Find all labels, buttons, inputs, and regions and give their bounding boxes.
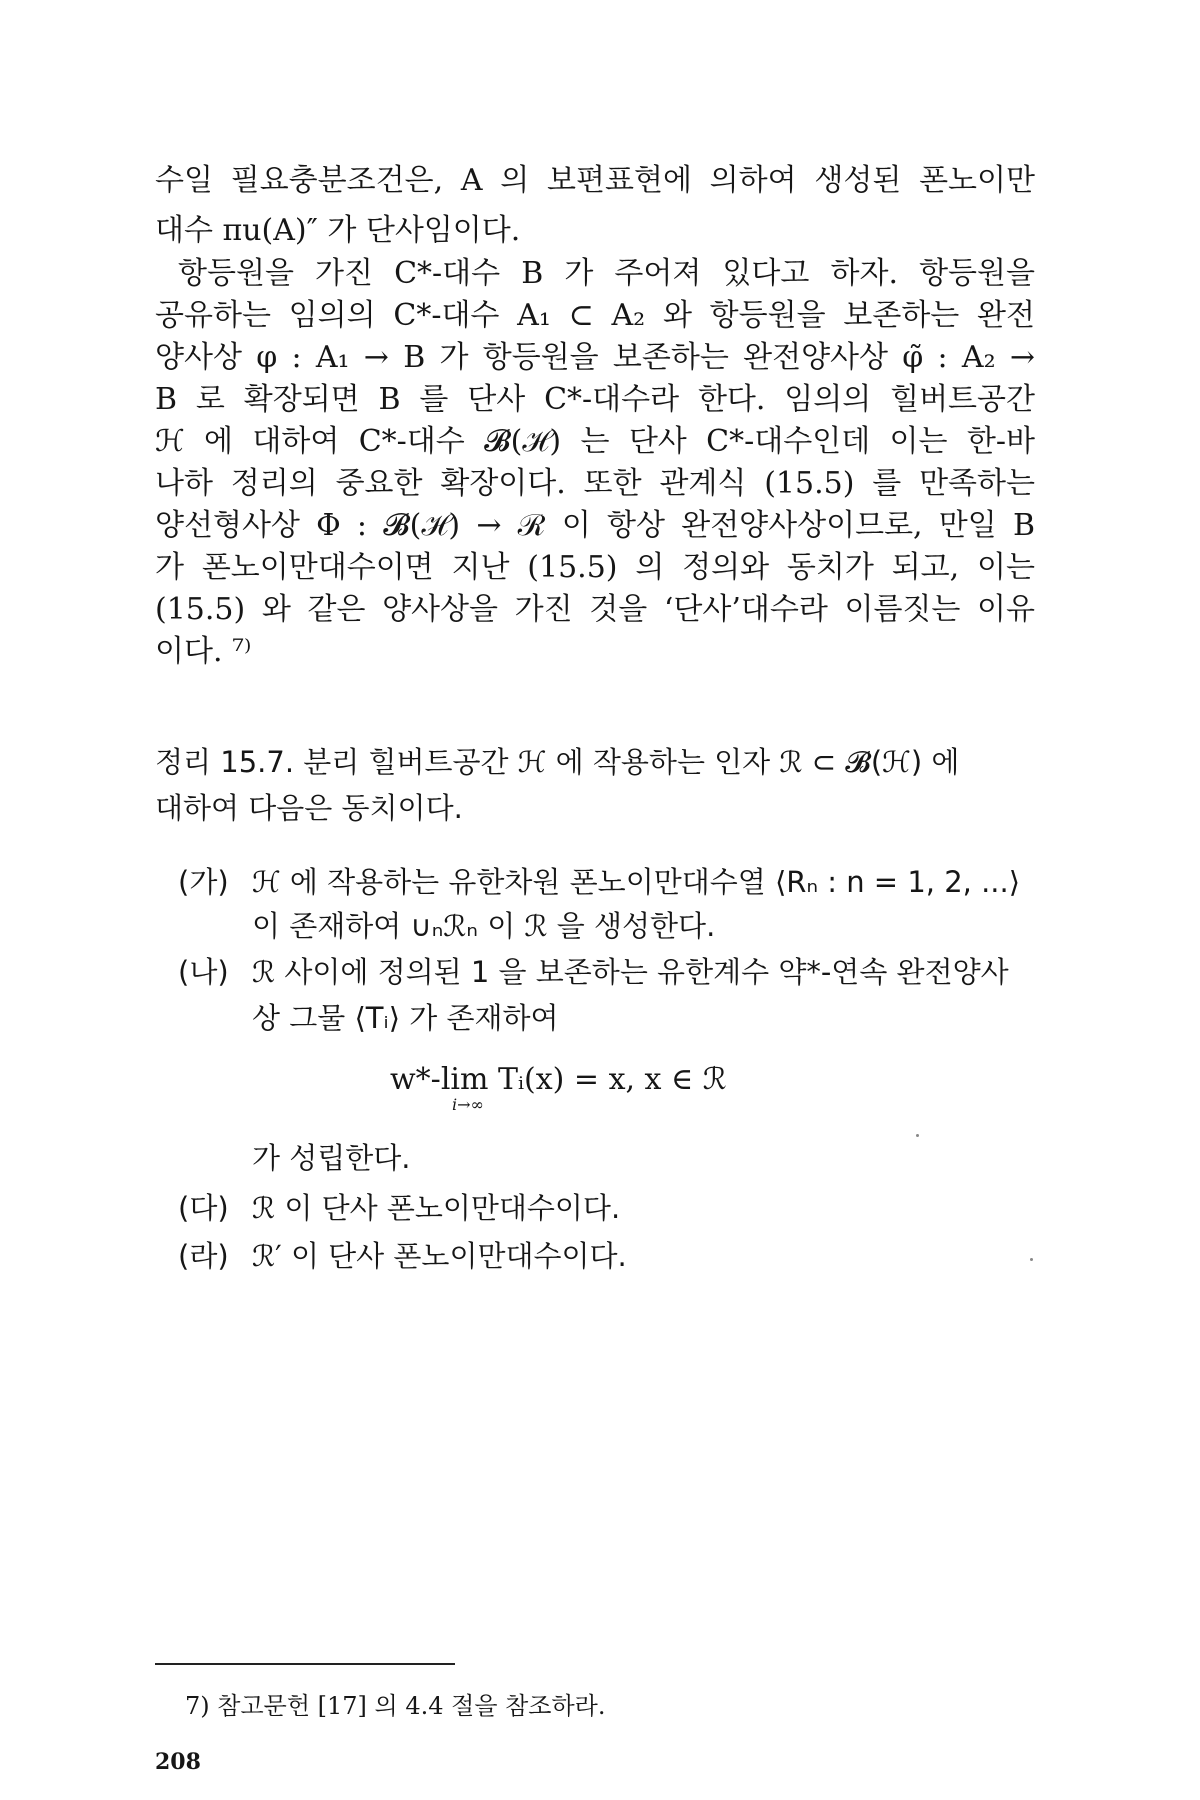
formula-limit-subscript: i→∞ bbox=[452, 1095, 484, 1114]
paragraph-2-line-7: 양선형사상 Φ : 𝓑(ℋ) → ℛ 이 항상 완전양사상이므로, 만일 B bbox=[155, 508, 1035, 543]
theorem-item-da-marker: (다) bbox=[178, 1191, 229, 1225]
paragraph-2-line-9: (15.5) 와 같은 양사상을 가진 것을 ‘단사’대수라 이름짓는 이유 bbox=[155, 592, 1035, 627]
footnote-7: 7) 참고문헌 [17] 의 4.4 절을 참조하라. bbox=[185, 1692, 606, 1720]
paragraph-2-line-3: 양사상 φ : A₁ → B 가 항등원을 보존하는 완전양사상 φ̃ : A₂ → bbox=[155, 340, 1035, 375]
theorem-item-na-line-2: 상 그물 ⟨Tᵢ⟩ 가 존재하여 bbox=[252, 1001, 559, 1035]
theorem-item-ga-line-2: 이 존재하여 ∪ₙℛₙ 이 ℛ 을 생성한다. bbox=[252, 909, 716, 943]
formula-main: w*-lim Tᵢ(x) = x, x ∈ ℛ bbox=[390, 1062, 727, 1097]
paragraph-1-line-2: 대수 πu(A)″ 가 단사임이다. bbox=[155, 213, 521, 248]
page-number: 208 bbox=[155, 1749, 201, 1775]
theorem-item-da-line-1: ℛ 이 단사 폰노이만대수이다. bbox=[252, 1191, 621, 1225]
theorem-after-formula: 가 성립한다. bbox=[252, 1141, 411, 1175]
theorem-item-ga-line-1: ℋ 에 작용하는 유한차원 폰노이만대수열 ⟨Rₙ : n = 1, 2, ...⟩ bbox=[252, 865, 1021, 899]
footnote-rule bbox=[155, 1663, 455, 1665]
display-formula bbox=[390, 1062, 727, 1114]
scan-speck bbox=[1030, 1258, 1033, 1261]
paragraph-2-line-2: 공유하는 임의의 C*-대수 A₁ ⊂ A₂ 와 항등원을 보존하는 완전 bbox=[155, 298, 1035, 333]
paragraph-2-line-5: ℋ 에 대하여 C*-대수 𝓑(ℋ) 는 단사 C*-대수인데 이는 한-바 bbox=[155, 424, 1035, 459]
theorem-item-ga-marker: (가) bbox=[178, 865, 229, 899]
scan-speck bbox=[916, 1134, 919, 1137]
theorem-item-na-line-1: ℛ 사이에 정의된 1 을 보존하는 유한계수 약*-연속 완전양사 bbox=[252, 955, 1009, 989]
paragraph-2-line-10: 이다. ⁷⁾ bbox=[155, 634, 252, 669]
paragraph-1-line-1: 수일 필요충분조건은, A 의 보편표현에 의하여 생성된 폰노이만 bbox=[155, 163, 1035, 198]
theorem-heading-line-2: 대하여 다음은 동치이다. bbox=[155, 791, 463, 825]
theorem-item-na-marker: (나) bbox=[178, 955, 229, 989]
paragraph-2-line-8: 가 폰노이만대수이면 지난 (15.5) 의 정의와 동치가 되고, 이는 bbox=[155, 550, 1035, 585]
paragraph-2-line-6: 나하 정리의 중요한 확장이다. 또한 관계식 (15.5) 를 만족하는 bbox=[155, 466, 1035, 501]
theorem-heading-line-1: 정리 15.7. 분리 힐버트공간 ℋ 에 작용하는 인자 ℛ ⊂ 𝓑(ℋ) 에 bbox=[155, 745, 960, 779]
theorem-item-ra-marker: (라) bbox=[178, 1239, 229, 1273]
theorem-item-ra-line-1: ℛ′ 이 단사 폰노이만대수이다. bbox=[252, 1239, 627, 1273]
paragraph-2-line-4: B 로 확장되면 B 를 단사 C*-대수라 한다. 임의의 힐버트공간 bbox=[155, 382, 1035, 417]
paragraph-2-line-1: 항등원을 가진 C*-대수 B 가 주어져 있다고 하자. 항등원을 bbox=[178, 256, 1035, 291]
